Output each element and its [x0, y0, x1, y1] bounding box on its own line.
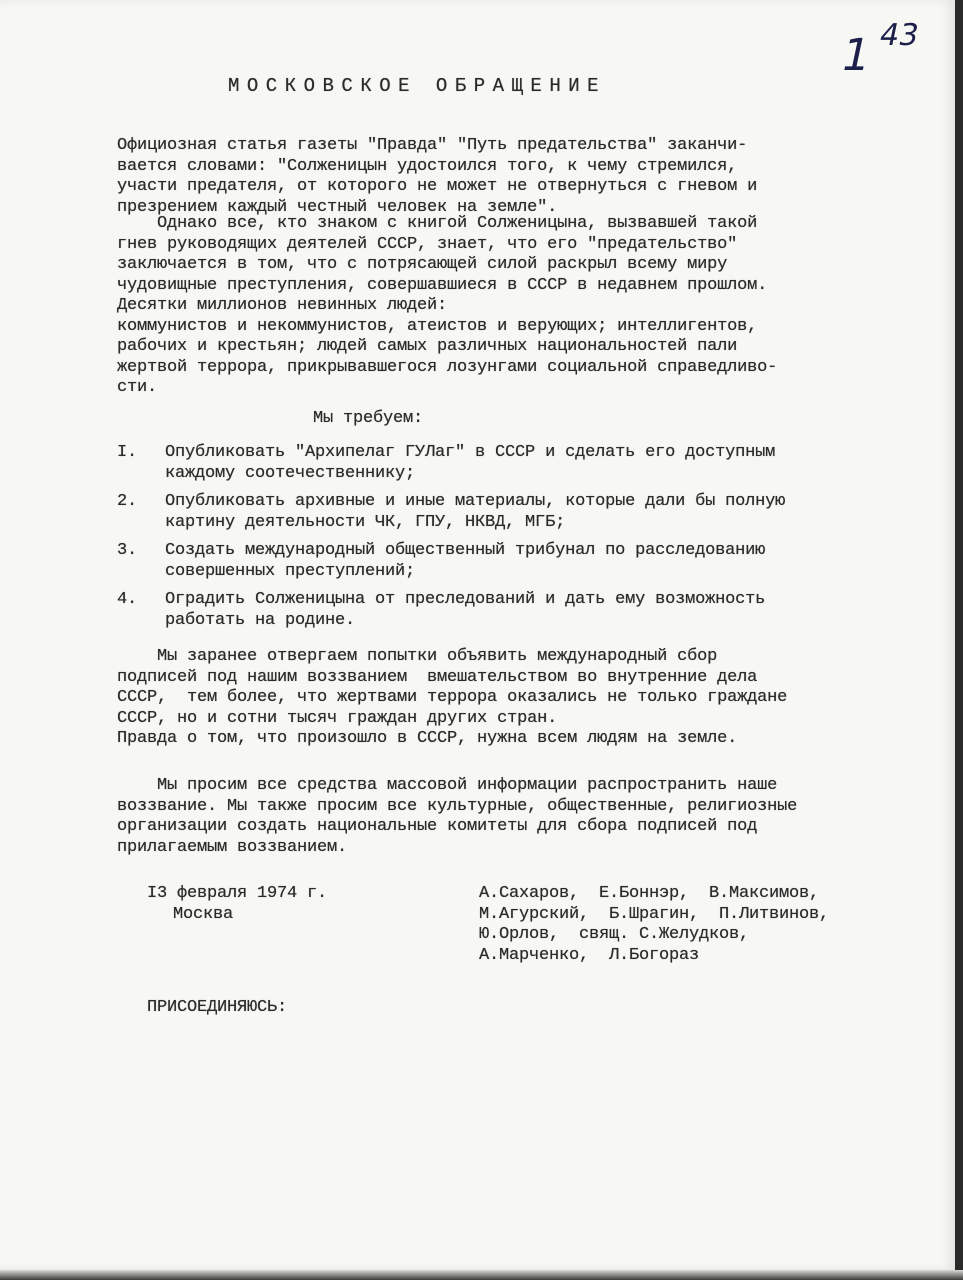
demand-text: Опубликовать архивные и иные материалы, которые дали бы полную картину деятельности ЧК, ГПУ, НКВД, МГБ;: [165, 492, 786, 532]
signatories-list: А.Сахаров, Е.Боннэр, В.Максимов, М.Агурский, Б.Шрагин, П.Литвинов, Ю.Орлов, свящ. С.Желудков, А.Марченко, Л.Богораз: [479, 884, 830, 965]
document-date: I3 февраля 1974 г.: [147, 884, 328, 903]
paragraph-international-collection: Мы заранее отвергаем попытки объявить международный сбор подписей под нашим воззванием вмешательством во внутренние дела СССР, тем более, что жертвами террора оказались не только граждане СССР, но и сотни тысяч граждан других стран. Правда о том, что произошло в СССР, нужна всем людям на земле.: [117, 647, 788, 748]
demand-text: Оградить Солженицына от преследований и дать ему возможность работать на родине.: [165, 590, 766, 630]
archive-sheet-number: 1: [836, 30, 876, 81]
scan-border-right: [955, 0, 963, 1280]
scan-border-bottom: [0, 1270, 963, 1280]
demand-number: 4.: [117, 590, 138, 609]
document-city: Москва: [173, 905, 234, 924]
document-title: МОСКОВСКОЕ ОБРАЩЕНИЕ: [228, 75, 607, 97]
paragraph-pravda-quote: Официозная статья газеты "Правда" "Путь предательства" заканчи- вается словами: "Солженицын удостоился того, к чему стремился, участи предателя, от которого не может не отвернуться с гневом и презрением каждый честный человек на земле".: [117, 136, 758, 217]
paragraph-solzhenitsyn-book: Однако все, кто знаком с книгой Солженицына, вызвавшей такой гнев руководящих деятелей СССР, знает, что его "предательство" заключается в том, что с потрясающей силой раскрыл всему миру чудовищные преступления, совершавшиеся в СССР в недавнем прошлом. Десятки миллионов невинных людей: коммунистов и некоммунистов, атеистов и верующих; интеллигентов, рабочих и крестьян; людей самых различных национальностей пали жертвой террора, прикрывавшегося лозунгами социальной справедливо- сти.: [117, 214, 778, 397]
join-label: ПРИСОЕДИНЯЮСЬ:: [147, 998, 288, 1017]
demand-number: I.: [117, 443, 138, 462]
demand-text: Создать международный общественный трибунал по расследованию совершенных преступлений;: [165, 541, 766, 581]
demand-number: 3.: [117, 541, 138, 560]
archive-folio-number: 43: [876, 18, 922, 53]
demand-text: Опубликовать "Архипелаг ГУЛаг" в СССР и сделать его доступным каждому соотечественнику;: [165, 443, 776, 483]
demands-heading: Мы требуем:: [313, 409, 424, 428]
demand-number: 2.: [117, 492, 138, 511]
paragraph-media-appeal: Мы просим все средства массовой информации распространить наше воззвание. Мы также просим все культурные, общественные, религиозные организации создать национальные комитеты для сбора подписей под прилагаемым воззванием.: [117, 776, 798, 857]
